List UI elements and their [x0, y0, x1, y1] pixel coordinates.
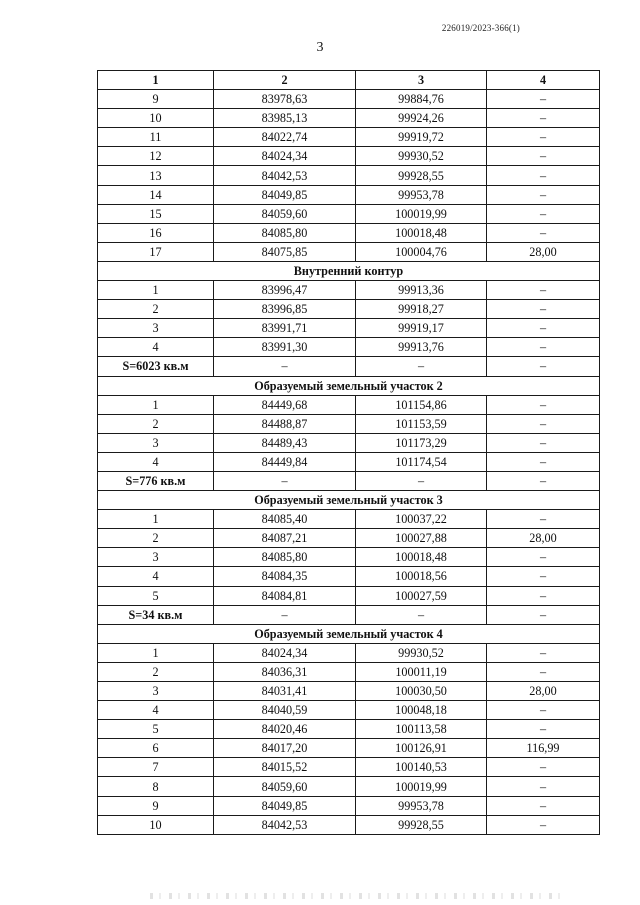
y-coordinate-cell: 99913,36: [356, 281, 487, 300]
area-cell: S=6023 кв.м: [98, 357, 214, 376]
x-coordinate-cell: 83985,13: [214, 109, 356, 128]
distance-cell: –: [487, 662, 600, 681]
point-number-cell: 6: [98, 739, 214, 758]
point-number-cell: 4: [98, 452, 214, 471]
point-number-cell: 7: [98, 758, 214, 777]
section-heading: Образуемый земельный участок 3: [98, 491, 600, 510]
x-coordinate-cell: 84489,43: [214, 433, 356, 452]
x-coordinate-cell: 84085,80: [214, 223, 356, 242]
x-coordinate-cell: 84020,46: [214, 720, 356, 739]
y-coordinate-cell: 100113,58: [356, 720, 487, 739]
x-coordinate-cell: –: [214, 357, 356, 376]
distance-cell: –: [487, 204, 600, 223]
section-heading-row: [98, 376, 600, 395]
distance-cell: –: [487, 796, 600, 815]
distance-cell: –: [487, 90, 600, 109]
y-coordinate-cell: 99953,78: [356, 796, 487, 815]
table-row: [98, 395, 600, 414]
x-coordinate-cell: 84449,68: [214, 395, 356, 414]
point-number-cell: 17: [98, 242, 214, 261]
table-row: [98, 223, 600, 242]
distance-cell: –: [487, 567, 600, 586]
y-coordinate-cell: 101174,54: [356, 452, 487, 471]
section-heading-row: [98, 491, 600, 510]
table-row: [98, 414, 600, 433]
point-number-cell: 1: [98, 395, 214, 414]
distance-cell: –: [487, 109, 600, 128]
table-row: [98, 147, 600, 166]
table-row: [98, 90, 600, 109]
y-coordinate-cell: 100027,59: [356, 586, 487, 605]
x-coordinate-cell: 84017,20: [214, 739, 356, 758]
table-row: [98, 662, 600, 681]
y-coordinate-cell: 99919,72: [356, 128, 487, 147]
point-number-cell: 2: [98, 414, 214, 433]
distance-cell: 116,99: [487, 739, 600, 758]
y-coordinate-cell: 99953,78: [356, 185, 487, 204]
table-row: [98, 796, 600, 815]
distance-cell: –: [487, 758, 600, 777]
distance-cell: –: [487, 147, 600, 166]
y-coordinate-cell: 101154,86: [356, 395, 487, 414]
y-coordinate-cell: 100048,18: [356, 701, 487, 720]
point-number-cell: 9: [98, 796, 214, 815]
point-number-cell: 13: [98, 166, 214, 185]
column-header: 1: [98, 71, 214, 90]
section-heading-row: [98, 261, 600, 280]
column-header: 2: [214, 71, 356, 90]
point-number-cell: 16: [98, 223, 214, 242]
x-coordinate-cell: 84059,60: [214, 777, 356, 796]
table-row: [98, 701, 600, 720]
x-coordinate-cell: 83991,71: [214, 319, 356, 338]
x-coordinate-cell: 84015,52: [214, 758, 356, 777]
table-body: [98, 90, 600, 835]
table-row: [98, 510, 600, 529]
point-number-cell: 3: [98, 433, 214, 452]
y-coordinate-cell: –: [356, 357, 487, 376]
x-coordinate-cell: 84085,40: [214, 510, 356, 529]
table-row: [98, 777, 600, 796]
area-row: [98, 471, 600, 490]
table-row: [98, 109, 600, 128]
distance-cell: –: [487, 281, 600, 300]
table-header-row: [98, 71, 600, 90]
y-coordinate-cell: 99928,55: [356, 815, 487, 834]
y-coordinate-cell: 100030,50: [356, 682, 487, 701]
y-coordinate-cell: 100018,48: [356, 223, 487, 242]
x-coordinate-cell: 84059,60: [214, 204, 356, 223]
point-number-cell: 8: [98, 777, 214, 796]
section-heading-row: [98, 624, 600, 643]
x-coordinate-cell: 83978,63: [214, 90, 356, 109]
point-number-cell: 14: [98, 185, 214, 204]
y-coordinate-cell: 100011,19: [356, 662, 487, 681]
table-row: [98, 242, 600, 261]
table-row: [98, 529, 600, 548]
point-number-cell: 4: [98, 338, 214, 357]
distance-cell: –: [487, 643, 600, 662]
table-row: [98, 300, 600, 319]
distance-cell: –: [487, 185, 600, 204]
point-number-cell: 1: [98, 510, 214, 529]
distance-cell: –: [487, 166, 600, 185]
distance-cell: –: [487, 471, 600, 490]
x-coordinate-cell: –: [214, 471, 356, 490]
document-number: 226019/2023-366(1): [441, 23, 520, 33]
x-coordinate-cell: 84049,85: [214, 185, 356, 204]
distance-cell: –: [487, 223, 600, 242]
page-number: 3: [316, 40, 324, 55]
distance-cell: 28,00: [487, 682, 600, 701]
column-header: 3: [356, 71, 487, 90]
y-coordinate-cell: –: [356, 605, 487, 624]
point-number-cell: 3: [98, 548, 214, 567]
area-row: [98, 605, 600, 624]
table-row: [98, 452, 600, 471]
x-coordinate-cell: 83996,85: [214, 300, 356, 319]
table-row: [98, 643, 600, 662]
distance-cell: –: [487, 777, 600, 796]
table-row: [98, 185, 600, 204]
distance-cell: –: [487, 395, 600, 414]
x-coordinate-cell: 84449,84: [214, 452, 356, 471]
point-number-cell: 1: [98, 281, 214, 300]
y-coordinate-cell: –: [356, 471, 487, 490]
y-coordinate-cell: 100027,88: [356, 529, 487, 548]
x-coordinate-cell: 84085,80: [214, 548, 356, 567]
distance-cell: –: [487, 815, 600, 834]
point-number-cell: 4: [98, 567, 214, 586]
x-coordinate-cell: 84075,85: [214, 242, 356, 261]
point-number-cell: 5: [98, 586, 214, 605]
y-coordinate-cell: 99930,52: [356, 643, 487, 662]
distance-cell: 28,00: [487, 242, 600, 261]
distance-cell: –: [487, 414, 600, 433]
distance-cell: –: [487, 357, 600, 376]
x-coordinate-cell: –: [214, 605, 356, 624]
y-coordinate-cell: 100126,91: [356, 739, 487, 758]
table-row: [98, 815, 600, 834]
point-number-cell: 3: [98, 319, 214, 338]
y-coordinate-cell: 101173,29: [356, 433, 487, 452]
y-coordinate-cell: 99928,55: [356, 166, 487, 185]
distance-cell: –: [487, 433, 600, 452]
y-coordinate-cell: 99918,27: [356, 300, 487, 319]
x-coordinate-cell: 84488,87: [214, 414, 356, 433]
y-coordinate-cell: 100140,53: [356, 758, 487, 777]
x-coordinate-cell: 84031,41: [214, 682, 356, 701]
point-number-cell: 5: [98, 720, 214, 739]
point-number-cell: 15: [98, 204, 214, 223]
y-coordinate-cell: 99884,76: [356, 90, 487, 109]
y-coordinate-cell: 100018,56: [356, 567, 487, 586]
section-heading: Образуемый земельный участок 2: [98, 376, 600, 395]
table-row: [98, 567, 600, 586]
point-number-cell: 1: [98, 643, 214, 662]
table-row: [98, 586, 600, 605]
table-row: [98, 319, 600, 338]
column-header: 4: [487, 71, 600, 90]
x-coordinate-cell: 83991,30: [214, 338, 356, 357]
table-row: [98, 338, 600, 357]
y-coordinate-cell: 99913,76: [356, 338, 487, 357]
point-number-cell: 2: [98, 662, 214, 681]
table-row: [98, 281, 600, 300]
point-number-cell: 2: [98, 529, 214, 548]
table-row: [98, 166, 600, 185]
table-row: [98, 682, 600, 701]
area-cell: S=34 кв.м: [98, 605, 214, 624]
section-heading: Образуемый земельный участок 4: [98, 624, 600, 643]
x-coordinate-cell: 84024,34: [214, 643, 356, 662]
point-number-cell: 9: [98, 90, 214, 109]
y-coordinate-cell: 100019,99: [356, 777, 487, 796]
coordinates-table: [97, 70, 600, 835]
distance-cell: –: [487, 510, 600, 529]
distance-cell: –: [487, 452, 600, 471]
table-row: [98, 128, 600, 147]
scan-artifact: [150, 893, 560, 899]
distance-cell: –: [487, 605, 600, 624]
x-coordinate-cell: 84022,74: [214, 128, 356, 147]
distance-cell: –: [487, 701, 600, 720]
x-coordinate-cell: 84024,34: [214, 147, 356, 166]
distance-cell: –: [487, 548, 600, 567]
table-row: [98, 758, 600, 777]
y-coordinate-cell: 101153,59: [356, 414, 487, 433]
distance-cell: –: [487, 586, 600, 605]
table-row: [98, 739, 600, 758]
point-number-cell: 4: [98, 701, 214, 720]
point-number-cell: 3: [98, 682, 214, 701]
point-number-cell: 2: [98, 300, 214, 319]
y-coordinate-cell: 99930,52: [356, 147, 487, 166]
distance-cell: –: [487, 128, 600, 147]
x-coordinate-cell: 84049,85: [214, 796, 356, 815]
x-coordinate-cell: 84084,81: [214, 586, 356, 605]
y-coordinate-cell: 100019,99: [356, 204, 487, 223]
distance-cell: –: [487, 338, 600, 357]
distance-cell: –: [487, 720, 600, 739]
table-row: [98, 204, 600, 223]
point-number-cell: 10: [98, 815, 214, 834]
x-coordinate-cell: 84042,53: [214, 815, 356, 834]
distance-cell: –: [487, 319, 600, 338]
area-cell: S=776 кв.м: [98, 471, 214, 490]
distance-cell: 28,00: [487, 529, 600, 548]
area-row: [98, 357, 600, 376]
x-coordinate-cell: 84084,35: [214, 567, 356, 586]
x-coordinate-cell: 84040,59: [214, 701, 356, 720]
y-coordinate-cell: 100037,22: [356, 510, 487, 529]
x-coordinate-cell: 83996,47: [214, 281, 356, 300]
point-number-cell: 11: [98, 128, 214, 147]
x-coordinate-cell: 84036,31: [214, 662, 356, 681]
y-coordinate-cell: 99919,17: [356, 319, 487, 338]
table-row: [98, 548, 600, 567]
point-number-cell: 12: [98, 147, 214, 166]
x-coordinate-cell: 84087,21: [214, 529, 356, 548]
table-row: [98, 433, 600, 452]
y-coordinate-cell: 99924,26: [356, 109, 487, 128]
y-coordinate-cell: 100004,76: [356, 242, 487, 261]
table-row: [98, 720, 600, 739]
y-coordinate-cell: 100018,48: [356, 548, 487, 567]
distance-cell: –: [487, 300, 600, 319]
x-coordinate-cell: 84042,53: [214, 166, 356, 185]
point-number-cell: 10: [98, 109, 214, 128]
section-heading: Внутренний контур: [98, 261, 600, 280]
